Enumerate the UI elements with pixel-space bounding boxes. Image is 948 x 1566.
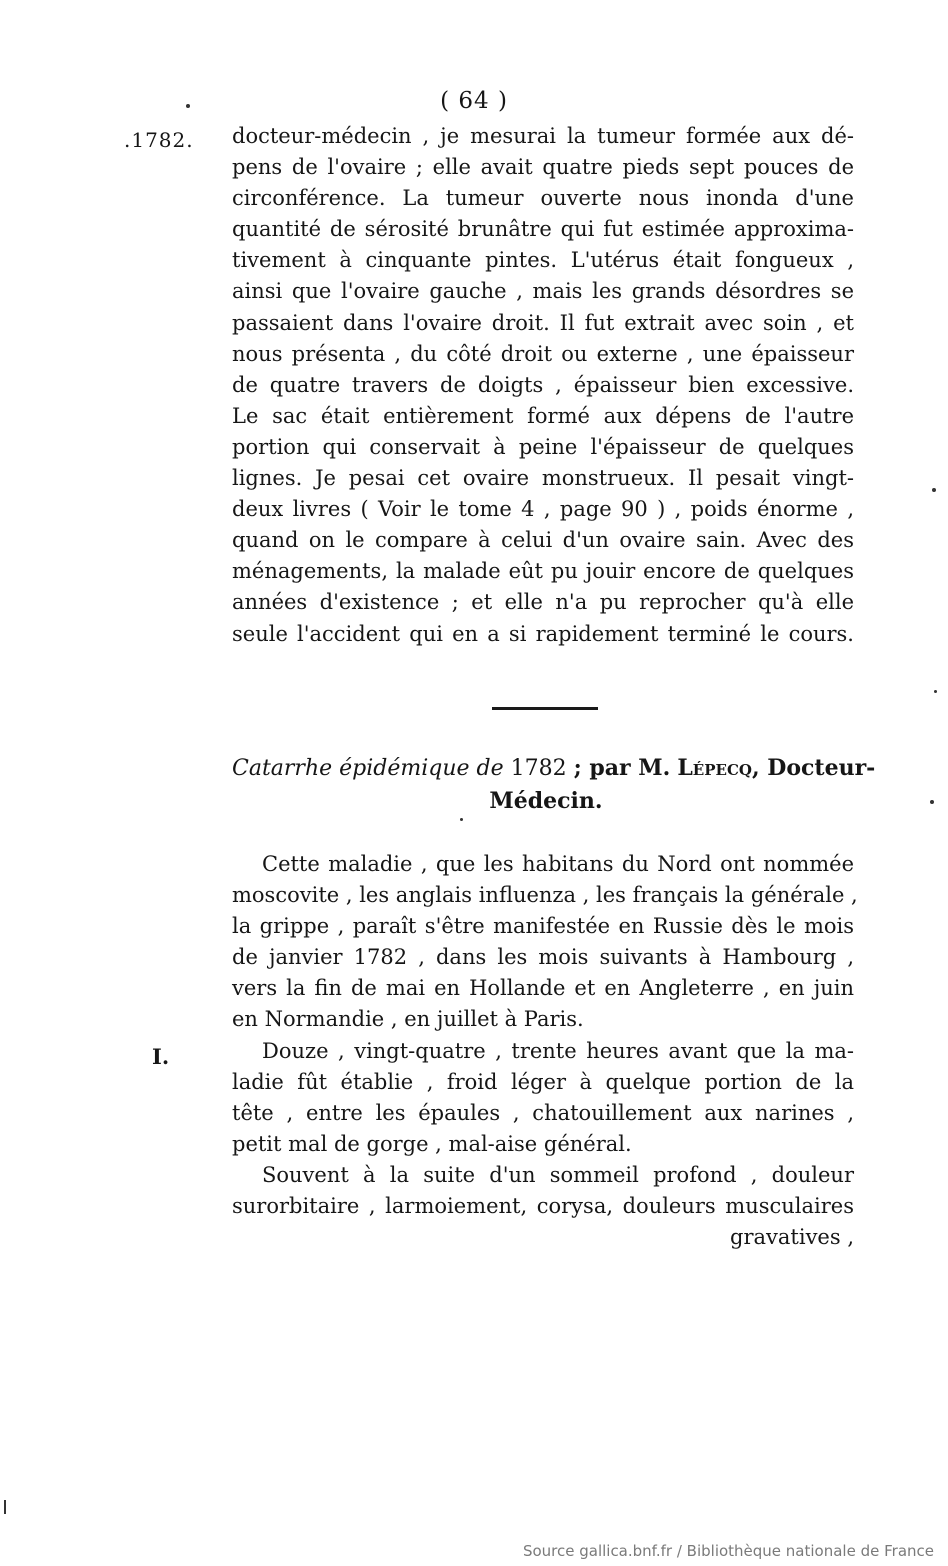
heading-line-1	[232, 752, 876, 785]
text-line: Le sac était entièrement formé aux dépens de l'autre	[232, 403, 854, 428]
text-line: ainsi que l'ovaire gauche , mais les grands désordres se	[232, 279, 854, 304]
scan-speck	[4, 1500, 6, 1514]
heading-author: Lépecq	[677, 755, 752, 781]
scan-speck	[930, 800, 934, 804]
heading-year: 1782	[510, 756, 567, 781]
text-line: quand on le compare à celui d'un ovaire sain. Avec des	[232, 528, 854, 553]
margin-section-number: I.	[152, 1044, 170, 1069]
text-line: seule l'accident qui en a si rapidement terminé le cours.	[232, 621, 854, 646]
text-line: docteur-médecin , je mesurai la tumeur formée aux dé-	[232, 124, 854, 148]
text-line: Cette maladie , que les habitans du Nord ont nommée	[262, 852, 854, 876]
article-heading	[232, 752, 876, 817]
scan-speck	[932, 488, 936, 492]
text-line: Douze , vingt-quatre , trente heures avant que la ma-	[262, 1038, 854, 1063]
text-line: surorbitaire , larmoiement, corysa, douleurs musculaires	[232, 1194, 854, 1219]
text-line: portion qui conservait à peine l'épaisseur de quelques	[232, 434, 854, 459]
text-line: tivement à cinquante pintes. L'utérus était fongueux ,	[232, 248, 854, 273]
text-line: de janvier 1782 , dans les mois suivants à Hambourg ,	[232, 945, 854, 970]
page-number: ( 64 )	[440, 88, 508, 114]
text-line: années d'existence ; et elle n'a pu reprocher qu'à elle	[232, 590, 854, 615]
text-line: ménagements, la malade eût pu jouir encore de quelques	[232, 559, 854, 584]
scan-speck	[186, 104, 190, 108]
text-line: petit mal de gorge , mal-aise général.	[232, 1131, 632, 1156]
text-line: circonférence. La tumeur ouverte nous inonda d'une	[232, 186, 854, 211]
text-line: deux livres ( Voir le tome 4 , page 90 ) , poids énorme ,	[232, 497, 854, 522]
text-line: tête , entre les épaules , chatouillement aux narines ,	[232, 1100, 854, 1125]
paragraph-catarrh-description	[232, 849, 858, 1253]
catchword-line: gravatives ,	[730, 1225, 854, 1250]
text-line: Souvent à la suite d'un sommeil profond , douleur	[262, 1162, 854, 1187]
section-divider	[492, 707, 598, 710]
scan-speck	[934, 690, 937, 693]
paragraph-tumor-description	[232, 121, 854, 650]
text-line: moscovite , les anglais influenza , les français la générale ,	[232, 883, 858, 908]
text-line: pens de l'ovaire ; elle avait quatre pieds sept pouces de	[232, 155, 854, 180]
heading-line-2: Médecin.	[489, 788, 603, 814]
heading-separator: ; par M.	[573, 755, 671, 781]
source-credit: Source gallica.bnf.fr / Bibliothèque nationale de France	[522, 1542, 934, 1560]
text-line: vers la fin de mai en Hollande et en Angleterre , en juin	[232, 976, 854, 1001]
heading-title-part: , Docteur-	[751, 755, 876, 781]
scan-speck	[460, 818, 463, 821]
text-line: passaient dans l'ovaire droit. Il fut extrait avec soin , et	[232, 310, 854, 335]
text-line: en Normandie , en juillet à Paris.	[232, 1007, 584, 1032]
text-line: ladie fût établie , froid léger à quelque portion de la	[232, 1069, 854, 1094]
text-line: nous présenta , du côté droit ou externe , une épaisseur	[232, 341, 854, 366]
margin-year-note: .1782.	[124, 128, 194, 152]
text-line: quantité de sérosité brunâtre qui fut estimée approxima-	[232, 217, 854, 242]
heading-italic-title: Catarrhe épidémique de	[232, 756, 504, 781]
text-line: lignes. Je pesai cet ovaire monstrueux. Il pesait vingt-	[232, 466, 854, 491]
text-line: la grippe , paraît s'être manifestée en Russie dès le mois	[232, 914, 854, 939]
text-line: de quatre travers de doigts , épaisseur bien excessive.	[232, 372, 854, 397]
